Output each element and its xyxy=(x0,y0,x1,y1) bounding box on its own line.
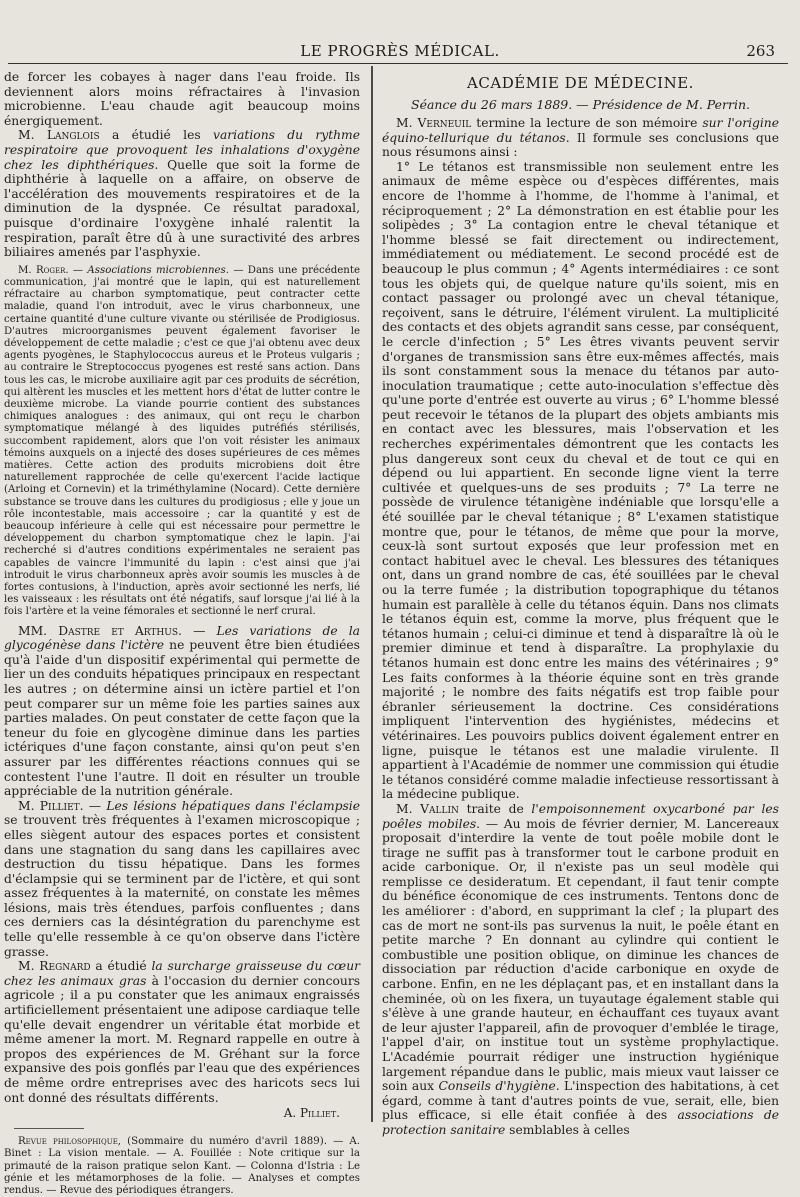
section-title: ACADÉMIE DE MÉDECINE. xyxy=(467,74,694,92)
title-associations: associations de protection sanitaire xyxy=(382,1108,779,1137)
paragraph-revue: Revue philosophique, (Sommaire du numéro d'avril 1889). — A. Binet : La vision mentale. — A. Fouillée : Note critique sur la primauté de la raison pratique selon Kant. — Colonna d'Istria : Le génie et les métamorphoses de la folie. — Analyses et comptes rendus. — Revue des périodiques étrangers. xyxy=(4,1136,360,1197)
title-dastre-arthus: Les variations de la glycogénèse dans l'ictère xyxy=(4,623,360,653)
title-regnard: la surcharge graisseuse du cœur chez les animaux gras xyxy=(4,959,361,988)
title-conseils: Conseils d'hygiène xyxy=(438,1079,556,1094)
author-roger: M. Roger. xyxy=(18,264,69,276)
title-vallin: l'empoisonnement oxycarboné par les poêles mobiles xyxy=(382,801,779,831)
title-verneuil: sur l'origine équino-tellurique du tétanos xyxy=(382,116,780,145)
author-vallin: M. Vallin xyxy=(396,801,459,816)
paragraph-roger: M. Roger. — Associations microbiennes. — Dans une précédente communication, j'ai montré que le lapin, qui est naturellement réfractaire au charbon symptomatique, peut contracter cette maladie, quand l'on introduit, avec le virus charbonneux, une certaine quantité d'une culture vivante ou stérilisée de Prodigiosus. D'autres microorganismes peuvent également favoriser le développement de cette maladie ; c'est ce que j'ai obtenu avec deux agents pyogènes, le Staphylococcus aureus et le Proteus vulgaris ; au contraire le Streptococcus pyogenes est resté sans action. Dans tous les cas, le microbe auxiliaire agit par ces produits de sécrétion, qui altèrent les muscles et les mettent hors d'état de lutter contre le deuxième microbe. La viande pourrie contient des substances chimiques analogues : des animaux, qui ont reçu le charbon symptomatique mélangé à des liquides putréfiés stérilisés, succombent rapidement, alors que l'on voit résister les animaux témoins auxquels on a injecté des doses supérieures de ces mêmes matières. Cette action des produits microbiens doit être naturellement rapprochée de celle qu'exercent l'acide lactique (Arloing et Cornevin) et la triméthylamine (Nocard). Cette dernière substance se trouve dans les cultures du prodigiosus ; elle y joue un rôle incontestable, mais accessoire ; car la quantité y est de beaucoup inférieure à celle qui est nécessaire pour permettre le développement du charbon symptomatique chez le lapin. J'ai recherché si d'autres conditions expérimentales ne seraient pas capables de vaincre l'immunité du lapin : c'est ainsi que j'ai introduit le virus charbonneux après avoir soumis les muscles à de fortes contusions, à l'induction, après avoir sectionné les nerfs, lié les vaisseaux : les résultats ont été négatifs, sauf lorsque j'ai lié à la fois l'artère et la veine fémorales et sectionné le nerf crural. xyxy=(4,264,360,618)
title-roger: Associations microbiennes. xyxy=(87,264,230,276)
section-rule xyxy=(14,1128,84,1129)
author-pilliet: M. Pilliet. xyxy=(18,798,84,813)
author-dastre-arthus: MM. Dastre et Arthus. xyxy=(18,623,182,638)
title-pilliet: Les lésions hépatiques dans l'éclampsie xyxy=(106,798,361,813)
column-rule xyxy=(371,66,373,1122)
paragraph-conclusions: 1° Le tétanos est transmissible non seulement entre les animaux de même espèce ou d'espèces différentes, mais encore de l'homme à l'homme, de l'homme à l'animal, et réciproquement ; 2° La démonstration en est établie pour les solipèdes ; 3° La contagion entre le cheval tétanique et l'homme blessé se fait directement ou indirectement, immédiatement ou médiatement. Le second procédé est de beaucoup le plus commun ; 4° Agents intermédiaires : ce sont tous les objets qui, de quelque nature qu'ils soient, mis en contact passager ou prolongé avec un cheval tétanique, reçoivent, sans le détruire, l'élément virulent. La multiplicité des contacts et des objets agrandit sans cesse, par conséquent, le cercle d'infection ; 5° Les êtres vivants peuvent servir d'organes de transmission sans être eux-mêmes affectés, mais ils sont constamment sous la menace du tétanos par auto-inoculation traumatique ; cette auto-inoculation s'effectue dès qu'une porte d'entrée est ouverte au virus ; 6° L'homme blessé peut recevoir le tétanos de la plupart des objets ambiants mis en contact avec les blessures, mais l'observation et les recherches expérimentales démontrent que les contacts les plus dangereux sont ceux du cheval et de tout ce qui en dépend ou lui appartient. En seconde ligne vient la terre cultivée et quelques-uns de ses produits ; 7° La terre ne possède de virulence tétanigène indéniable que lorsqu'elle a été souillée par le cheval tétanique ; 8° L'examen statistique montre que, pour le tétanos, de même que pour la morve, ceux-là sont surtout exposés que leur profession met en contact habituel avec le cheval. Les blessures des tétaniques ont, dans un grand nombre de cas, été souillées par le cheval ou la terre fumée ; la distribution topographique du tétanos humain est parallèle à celle du tétanos équin. Dans nos climats le tétanos équin est, comme la morve, plus fréquent que le tétanos humain ; celui-ci diminue et tend à disparaître là où le premier diminue et tend à disparaître. La prophylaxie du tétanos humain est donc entre les mains des vétérinaires ; 9° Les faits conformes à la théorie équine sont en très grande majorité ; le nombre des faits négatifs est trop faible pour ébranler sérieusement la doctrine. Ces considérations impliquent l'intervention des hygiénistes, médecins et vétérinaires. Les pouvoirs publics doivent également entrer en ligne, puisque le tétanos est une maladie virulente. Il appartient à l'Académie de nommer une commission qui étudie le tétanos considéré comme maladie infectieuse ressortissant à la médecine publique. xyxy=(382,159,779,802)
journal-title: LE PROGRÈS MÉDICAL. xyxy=(300,42,500,60)
signature: A. Pilliet. xyxy=(283,1106,340,1121)
author-regnard: M. Regnard xyxy=(18,959,91,974)
author-verneuil: M. Verneuil xyxy=(396,116,472,130)
page-number: 263 xyxy=(746,42,775,60)
right-column xyxy=(382,70,780,1137)
revue-head: Revue philosophique, xyxy=(18,1136,122,1148)
title-langlois: variations du rythme respiratoire que provoquent les inhalations d'oxygène chez les diphthériques xyxy=(4,128,360,172)
paragraph-dastre-arthus: MM. Dastre et Arthus. — Les variations de la glycogénèse dans l'ictère ne peuvent être bien étudiées qu'à l'aide d'un dispositif expérimental qui permette de lier un des conduits hépatiques principaux en respectant les autres ; on détermine ainsi un ictère partiel et l'on peut comparer sur un même foie les parties saines aux parties malades. On peut constater de cette façon que la teneur du foie en glycogène diminue dans les parties ictériques d'une façon constante, ainsi qu'on peut s'en assurer par les différentes réactions connues qui se contestent l'une l'autre. Il doit en résulter un trouble appréciable de la nutrition générale. xyxy=(4,623,360,799)
author-langlois: M. Langlois xyxy=(18,128,100,143)
running-head xyxy=(0,42,800,64)
paragraph-regnard: M. Regnard a étudié la surcharge graisseuse du cœur chez les animaux gras à l'occasion du dernier concours agricole ; il a pu constater que les animaux engraissés artificiellement présentaient une adipose cardiaque telle qu'elle devait engendrer un véritable état morbide et même amener la mort. M. Regnard rappelle en outre à propos des expériences de M. Gréhant sur la force expansive des pois gonflés par l'eau que des expériences de même ordre entreprises avec des haricots secs lui ont donné des résultats différents. xyxy=(4,959,361,1105)
paragraph-cobayes: de forcer les cobayes à nager dans l'eau froide. Ils deviennent alors moins réfractaires à l'invasion microbienne. L'eau chaude agit beaucoup moins énergiquement. xyxy=(4,70,360,128)
paragraph-pilliet: M. Pilliet. — Les lésions hépatiques dans l'éclampsie se trouvent très fréquentes à l'examen microscopique ; elles siègent autour des espaces portes et consistent dans une stagnation du sang dans les capillaires avec destruction du tissu hépatique. Dans les formes d'éclampsie qui se terminent par de l'ictère, et qui sont assez fréquentes à la maternité, on constate les mêmes lésions, mais très étendues, parfois confluentes ; dans ces derniers cas la désintégration du parenchyme est telle qu'elle ressemble à ce qu'on observe dans l'ictère grasse. xyxy=(4,798,361,959)
paragraph-vallin: M. Vallin traite de l'empoisonnement oxycarboné par les poêles mobiles. — Au mois de février dernier, M. Lancereaux proposait d'interdire la vente de tout poêle mobile dont le tirage ne suffit pas à transformer tout le carbone produit en acide carbonique. Or, il n'existe pas un seul modèle qui remplisse ce desideratum. Et cependant, il faut tenir compte du bénéfice économique de ces instruments. Tentons donc de les améliorer : d'abord, en supprimant la clef ; la plupart des cas de mort ne sont-ils pas survenus la nuit, le poêle étant en petite marche ? En donnant au cylindre qui contient le combustible une position oblique, on diminue les chances de dissociation par réduction d'acide carbonique en oxyde de carbone. Enfin, en ne les déplaçant pas, et en installant dans la cheminée, où on les fixera, un tuyautage également stable qui s'élève à une grande hauteur, en échauffant ces tuyaux avant de leur ajuster l'appareil, afin de provoquer d'emblée le tirage, l'appel d'air, on institue tout un système prophylactique. L'Académie pourrait rédiger une instruction hygiénique largement répandue dans le public, mais mieux vaut laisser ce soin aux Conseils d'hygiène. L'inspection des habitations, à cet égard, comme à tant d'autres points de vue, serait, elle, bien plus efficace, si elle était confiée à des associations de protection sanitaire semblables à celles xyxy=(382,801,779,1137)
paragraph-verneuil: M. Verneuil termine la lecture de son mémoire sur l'origine équino-tellurique du tétanos. Il formule ses conclusions que nous résumons ainsi : xyxy=(382,116,780,160)
paragraph-langlois: M. Langlois a étudié les variations du rythme respiratoire que provoquent les inhalations d'oxygène chez les diphthériques. Quelle que soit la forme de diphthérie à laquelle on a affaire, on observe de l'accélération des mouvements respiratoires et de la diminution de la dyspnée. Ce résultat paradoxal, puisque d'ordinaire l'oxygène inhalé ralentit la respiration, paraît être dû à une suractivité des arbres biliaires amenés par l'asphyxie. xyxy=(4,128,361,260)
header-rule xyxy=(8,63,788,64)
left-column xyxy=(4,70,361,1197)
session-line: Séance du 26 mars 1889. — Présidence de M. Perrin. xyxy=(411,97,750,112)
